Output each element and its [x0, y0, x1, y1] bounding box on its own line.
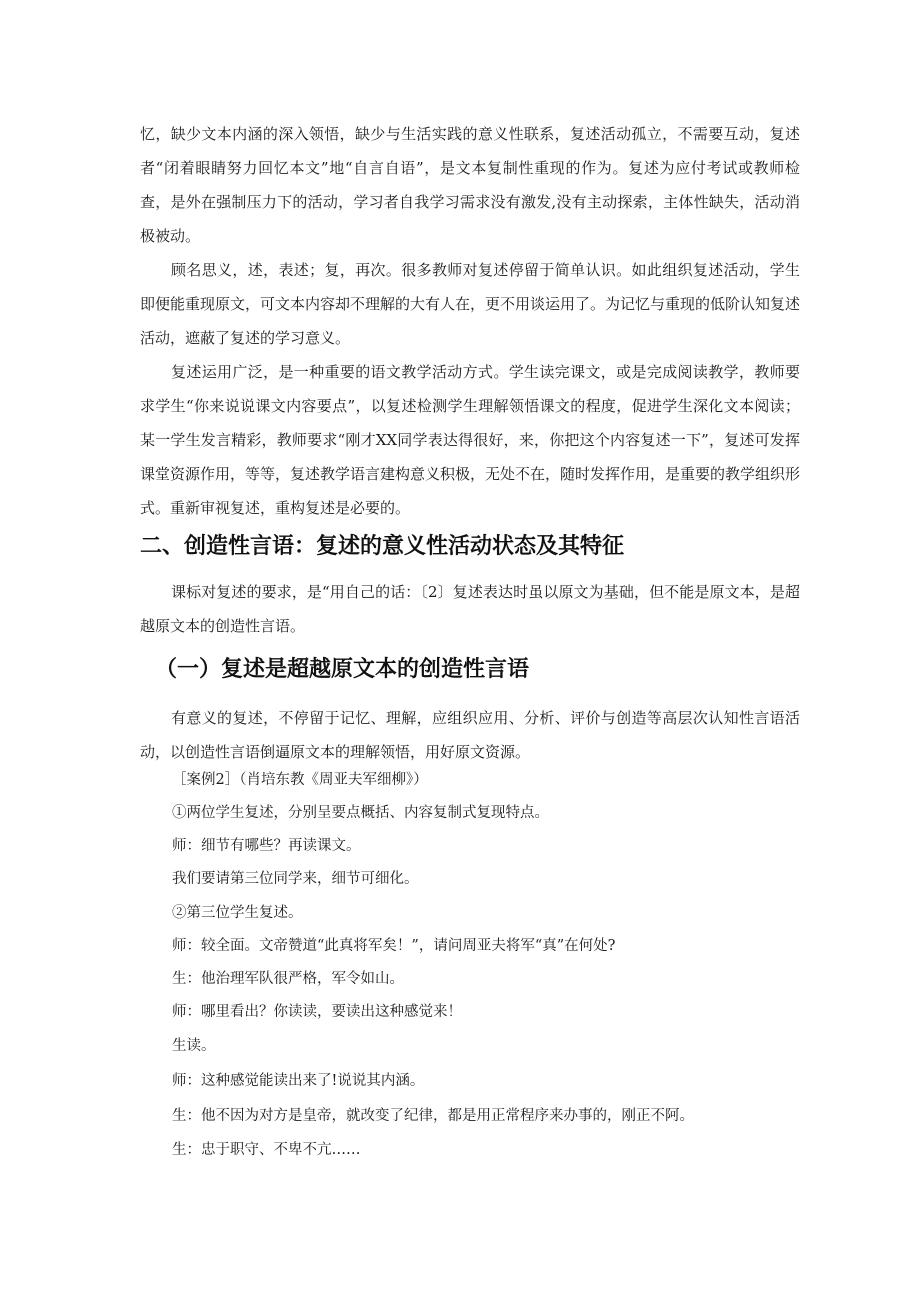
dialogue-line: 师：细节有哪些？再读课文。 — [172, 838, 361, 854]
paragraph-1: 忆，缺少文本内涵的深入领悟，缺少与生活实践的意义性联系，复述活动孤立，不需要互动，复述者“闭着眼睛努力回忆本文”地“自言自语”，是文本复制性重现的作为。复述为应付考试或教师检查，是外在强制压力下的活动，学习者自我学习需求没有激发,没有主动探索，主体性缺失，活动消极被动。 — [140, 125, 800, 245]
paragraph-2: 顾名思义，述，表述；复，再次。很多教师对复述停留于简单认识。如此组织复述活动，学生即便能重现原文，可文本内容却不理解的大有人在，更不用谈运用了。为记忆与重现的低阶认知复述活动，遮蔽了复述的学习意义。 — [140, 261, 801, 347]
dialogue-line: 师：哪里看出？你读读，要读出这种感觉来！ — [172, 1004, 462, 1020]
paragraph-5: 有意义的复述，不停留于记忆、理解，应组织应用、分析、评价与创造等高层次认知性言语活动，以创造性言语倒逼原文本的理解领悟，用好原文资源。 — [140, 709, 800, 761]
section-heading: 二、创造性言语：复述的意义性活动状态及其特征 — [140, 534, 625, 559]
dialogue-line: 生读。 — [172, 1038, 216, 1054]
dialogue-line: 生：他不因为对方是皇帝，就改变了纪律，都是用正常程序来办事的，刚正不阿。 — [172, 1108, 694, 1124]
paragraph-4: 课标对复述的要求，是“用自己的话：〔2〕复述表达时虽以原文为基础，但不能是原文本，是超越原文本的创造性言语。 — [140, 583, 800, 635]
dialogue-line: 生：他治理军队很严格，军令如山。 — [172, 971, 404, 987]
dialogue-line: ②第三位学生复述。 — [172, 905, 303, 921]
dialogue-line: 师：较全面。文帝赞道“此真将军矣！”，请问周亚夫将军“真”在何处? — [172, 938, 616, 954]
dialogue-line: 生：忠于职守、不卑不亢…… — [172, 1142, 361, 1158]
dialogue-line: ①两位学生复述，分别呈要点概括、内容复制式复现特点。 — [172, 805, 549, 821]
paragraph-3: 复述运用广泛，是一种重要的语文教学活动方式。学生读完课文，或是完成阅读教学，教师要求学生“你来说说课文内容要点”，以复述检测学生理解领悟课文的程度，促进学生深化文本阅读；某一学生发言精彩，教师要求“刚才XX同学表达得很好，来，你把这个内容复述一下”，复述可发挥课堂资源作用，等等，复述教学语言建构意义积极，无处不在，随时发挥作用，是重要的教学组织形式。重新审视复述，重构复述是必要的。 — [140, 363, 801, 517]
dialogue-line: 师：这种感觉能读出来了!说说其内涵。 — [172, 1073, 425, 1089]
subsection-heading: （一）复述是超越原文本的创造性言语 — [155, 657, 530, 682]
case-title: ［案例2］（肖培东教《周亚夫军细柳》） — [172, 772, 428, 788]
dialogue-line: 我们要请第三位同学来，细节可细化。 — [172, 871, 419, 887]
